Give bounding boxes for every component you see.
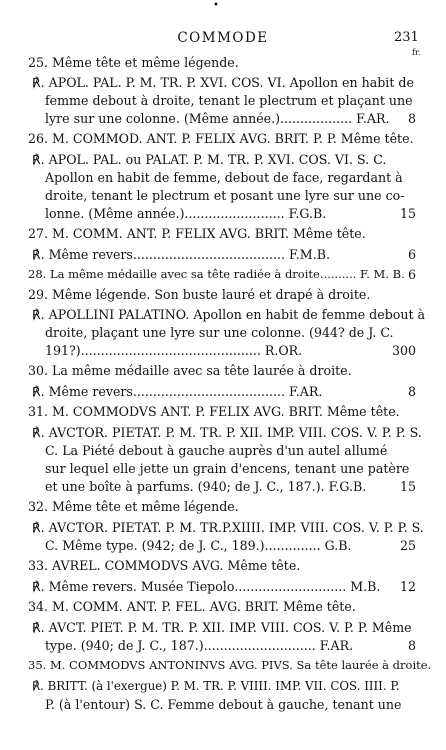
- entry-line: ℟. AVCT. PIET. P. M. TR. P. XII. IMP. VIII. COS. V. P. P. Même: [32, 620, 412, 635]
- page-title: COMMODE: [177, 30, 269, 46]
- entry-line: 32. Même tête et même légende.: [28, 499, 239, 514]
- entry-line: ℟. APOLLINI PALATINO. Apollon en habit de femme debout à: [32, 307, 426, 322]
- entry-line: type. (940; de J. C., 187.)............................ F.AR.: [45, 638, 354, 653]
- entry-line: ℟. Même revers. Musée Tiepolo............................ M.B.: [32, 579, 381, 594]
- entry-line: Apollon en habit de femme, debout de face, regardant à: [45, 170, 403, 185]
- entry-line: 25. Même tête et même légende.: [28, 55, 239, 70]
- entry-line: 35. M. COMMODVS ANTONINVS AVG. PIVS. Sa tête laurée à droite.: [28, 658, 432, 672]
- entry-line: C. La Piété debout à gauche auprès d'un autel allumé: [45, 443, 388, 458]
- top-dot: •: [213, 0, 219, 11]
- entry-line: 28. La même médaille avec sa tête radiée à droite.......... F. M. B.: [28, 267, 405, 281]
- entry-line: 34. M. COMM. ANT. P. FEL. AVG. BRIT. Même tête.: [28, 599, 356, 614]
- price-value: 15: [399, 206, 416, 221]
- price-value: 300: [391, 343, 416, 358]
- entry-line: ℟. Même revers...................................... F.M.B.: [32, 247, 330, 262]
- entry-line: femme debout à droite, tenant le plectrum et plaçant une: [45, 93, 413, 108]
- entry-line: 31. M. COMMODVS ANT. P. FELIX AVG. BRIT. Même tête.: [28, 404, 400, 419]
- price-value: 8: [407, 111, 416, 126]
- entry-line: 27. M. COMM. ANT. P. FELIX AVG. BRIT. Même tête.: [28, 226, 366, 241]
- entry-line: 26. M. COMMOD. ANT. P. FELIX AVG. BRIT. P. P. Même tête.: [28, 131, 414, 146]
- entry-line: sur lequel elle jette un grain d'encens, tenant une patère: [45, 461, 410, 476]
- price-value: 6: [407, 267, 416, 282]
- entry-line: C. Même type. (942; de J. C., 189.).............. G.B.: [45, 538, 352, 553]
- price-unit-label: fr.: [412, 48, 421, 57]
- entry-line: ℟. Même revers...................................... F.AR.: [32, 384, 323, 399]
- price-value: 12: [399, 579, 416, 594]
- entry-line: ℟. APOL. PAL. P. M. TR. P. XVI. COS. VI. Apollon en habit de: [32, 75, 414, 90]
- entry-line: 33. AVREL. COMMODVS AVG. Même tête.: [28, 558, 301, 573]
- price-value: 6: [407, 247, 416, 262]
- entry-line: ℟. AVCTOR. PIETAT. P. M. TR.P.XIIII. IMP. VIII. COS. V. P. P. S.: [32, 520, 424, 535]
- entry-line: lyre sur une colonne. (Même année.).................. F.AR.: [45, 111, 390, 126]
- entry-line: et une boîte à parfums. (940; de J. C., 187.). F.G.B.: [45, 479, 367, 494]
- price-value: 25: [399, 538, 416, 553]
- price-value: 8: [407, 384, 416, 399]
- price-value: 15: [399, 479, 416, 494]
- entry-line: P. (à l'entour) S. C. Femme debout à gauche, tenant une: [45, 697, 402, 712]
- entry-line: 30. La même médaille avec sa tête laurée à droite.: [28, 363, 352, 378]
- entry-line: ℟. BRITT. (à l'exergue) P. M. TR. P. VIIII. IMP. VII. COS. IIII. P.: [32, 679, 400, 693]
- price-value: 8: [407, 638, 416, 653]
- entry-line: 191?)............................................. R.OR.: [45, 343, 303, 358]
- entry-line: droite, plaçant une lyre sur une colonne. (944? de J. C.: [45, 325, 394, 340]
- entry-line: lonne. (Même année.)......................... F.G.B.: [45, 206, 327, 221]
- entry-line: ℟. AVCTOR. PIETAT. P. M. TR. P. XII. IMP. VIII. COS. V. P. P. S.: [32, 425, 422, 440]
- entry-line: droite, tenant le plectrum et posant une lyre sur une co-: [45, 188, 405, 203]
- entry-line: ℟. APOL. PAL. ou PALAT. P. M. TR. P. XVI. COS. VI. S. C.: [32, 152, 387, 167]
- page-number: 231: [394, 30, 419, 45]
- entry-line: 29. Même légende. Son buste lauré et drapé à droite.: [28, 287, 371, 302]
